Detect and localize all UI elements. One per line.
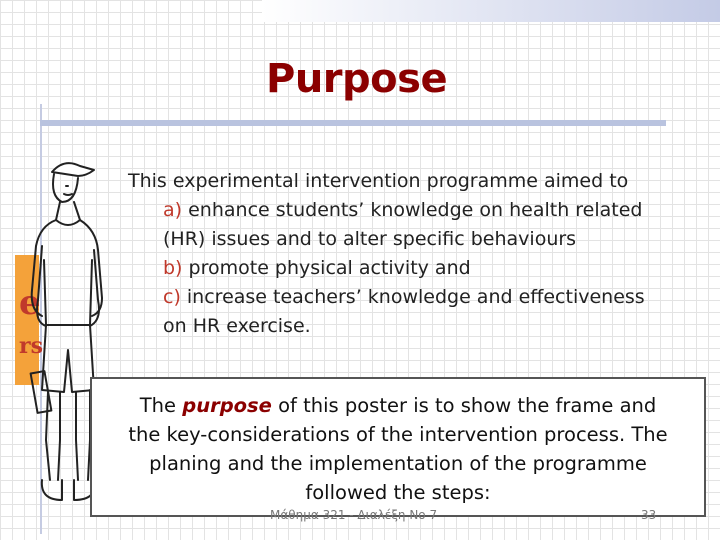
list-marker-b: b) xyxy=(163,257,183,279)
list-item-a xyxy=(128,196,708,225)
list-item-a-text: enhance students’ knowledge on health related xyxy=(188,199,643,221)
top-gradient-band xyxy=(262,0,720,22)
list-marker-a: a) xyxy=(163,199,183,221)
poster-emphasis: purpose xyxy=(182,394,272,417)
poster-line-2: the key-considerations of the intervention process. The xyxy=(128,423,668,446)
list-item-b-text: promote physical activity and xyxy=(188,257,471,279)
slide-body xyxy=(128,167,708,341)
poster-purpose-box xyxy=(90,377,706,517)
list-item-c xyxy=(128,283,708,312)
footer-page-number: 33 xyxy=(641,508,657,522)
title-underline xyxy=(40,120,666,126)
list-item-b xyxy=(128,254,708,283)
footer-course-label: Μάθημα 321 - Διαλέξη Νο 7 xyxy=(270,508,438,522)
left-strip-letter-2: rs xyxy=(19,333,43,359)
slide-title: Purpose xyxy=(266,56,448,102)
poster-line-1-post: of this poster is to show the frame and xyxy=(278,394,657,417)
list-item-c-continued: on HR exercise. xyxy=(163,315,311,337)
list-item-c-text: increase teachers’ knowledge and effectiveness xyxy=(186,286,645,308)
poster-line-4: followed the steps: xyxy=(305,481,491,504)
left-strip-letter-1: e xyxy=(19,283,41,323)
poster-line-1 xyxy=(92,391,704,420)
list-item-a-continued: (HR) issues and to alter specific behaviours xyxy=(163,228,577,250)
poster-line-3: planing and the implementation of the programme xyxy=(149,452,647,475)
body-intro: This experimental intervention programme aimed to xyxy=(128,170,629,192)
poster-line-1-pre: The xyxy=(139,394,177,417)
list-marker-c: c) xyxy=(163,286,181,308)
